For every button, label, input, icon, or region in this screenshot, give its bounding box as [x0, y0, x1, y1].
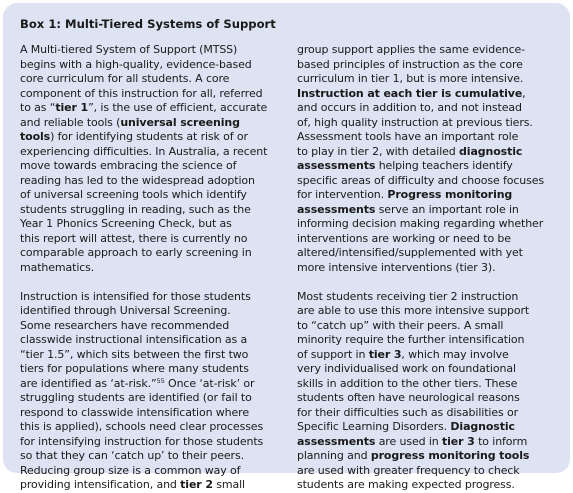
text-run: and reliable tools ( — [20, 115, 121, 129]
text-run: comparable approach to early screening in — [20, 246, 252, 259]
text-line — [20, 217, 275, 232]
text-run: very individualised work on foundational — [297, 362, 516, 375]
text-line — [297, 290, 552, 305]
bold-term: tools — [20, 130, 51, 143]
text-line — [20, 304, 275, 319]
text-run: for their difficulties such as disabilities or — [297, 405, 518, 419]
text-run: skills in addition to the other tiers. These — [297, 376, 518, 390]
text-run: Instruction is intensified for those students — [20, 289, 251, 303]
text-line — [20, 406, 275, 421]
text-line — [20, 362, 275, 377]
text-run: and occurs in addition to, and not instead — [297, 101, 522, 114]
bold-term: diagnostic — [459, 144, 523, 158]
text-line — [297, 348, 552, 363]
bold-term: tier 3 — [442, 434, 475, 448]
text-line — [297, 188, 552, 203]
text-run: Specific Learning Disorders. — [297, 420, 451, 433]
text-run: this report will attest, there is currently no — [20, 231, 248, 245]
text-run: Assessment tools have an important role — [297, 130, 519, 143]
bold-term: tier 2 — [180, 478, 213, 491]
text-line — [20, 333, 275, 348]
text-line — [20, 290, 275, 305]
text-line — [297, 72, 552, 87]
text-line — [297, 261, 552, 276]
info-box — [3, 3, 570, 491]
box-columns — [20, 43, 552, 493]
text-run: providing intensification, and — [20, 478, 181, 491]
text-run: are able to use this more intensive support — [297, 304, 530, 317]
text-line — [297, 159, 552, 174]
text-run: specific areas of difficulty and choose focuses — [297, 173, 545, 187]
text-line — [20, 435, 275, 450]
text-line — [297, 203, 552, 218]
text-line — [20, 72, 275, 87]
text-line — [297, 145, 552, 160]
text-line — [297, 87, 552, 102]
text-run: classwide instructional intensification as a — [20, 333, 248, 346]
text-line — [297, 43, 552, 58]
text-line — [297, 246, 552, 261]
text-run: struggling students are identified (or fail to — [20, 391, 252, 404]
text-run: begins with a high-quality, evidence-based — [20, 57, 252, 71]
text-line — [20, 101, 275, 116]
text-line — [20, 43, 275, 58]
paragraph — [297, 43, 552, 275]
text-line — [297, 420, 552, 435]
text-line — [20, 420, 275, 435]
text-line — [297, 58, 552, 73]
text-line — [20, 116, 275, 131]
text-line — [297, 217, 552, 232]
text-line — [20, 159, 275, 174]
text-line — [297, 478, 552, 493]
text-line — [297, 232, 552, 247]
text-run: Once ‘at-risk’ or — [164, 376, 255, 390]
text-line — [20, 478, 275, 493]
text-run: experiencing difficulties. In Australia, a recent — [20, 144, 268, 158]
text-line — [297, 449, 552, 464]
bold-term: tier 3 — [368, 347, 402, 361]
text-run: planning and — [297, 449, 371, 462]
text-run: based principles of instruction as the core — [297, 57, 523, 71]
left-column — [20, 43, 275, 493]
text-line — [20, 174, 275, 189]
text-line — [20, 246, 275, 261]
text-line — [297, 362, 552, 377]
text-run: core curriculum for all students. A core — [20, 72, 230, 85]
text-run: A Multi-tiered System of Support (MTSS) — [20, 43, 238, 56]
text-run: tiers for populations where many students — [20, 362, 249, 375]
text-run: reading has led to the widespread adoption — [20, 173, 255, 187]
text-run: more intensive interventions (tier 3). — [297, 260, 496, 274]
text-run: to play in tier 2, with detailed — [297, 144, 460, 158]
text-run: , which may involve — [401, 347, 509, 361]
bold-term: assessments — [297, 202, 376, 216]
text-run: move towards embracing the science of — [20, 159, 237, 172]
text-line — [20, 449, 275, 464]
text-run: to as “ — [20, 101, 56, 114]
text-line — [20, 58, 275, 73]
text-run: small — [212, 478, 245, 491]
text-run: of universal screening tools which identify — [20, 188, 247, 201]
text-run: informing decision making regarding whether — [297, 217, 544, 230]
text-line — [20, 391, 275, 406]
text-run: for intervention. — [297, 188, 388, 201]
text-run: component of this instruction for all, referred — [20, 86, 263, 100]
text-line — [297, 377, 552, 392]
right-column — [297, 43, 552, 493]
text-run: are identified as ‘at-risk.” — [20, 376, 157, 390]
text-run: interventions are working or need to be — [297, 231, 511, 245]
text-run: ”, is the use of efficient, accurate — [88, 101, 268, 114]
text-run: ) for identifying students at risk of or — [50, 130, 248, 143]
text-line — [20, 145, 275, 160]
text-run: curriculum in tier 1, but is more intensive. — [297, 72, 524, 85]
text-run: “tier 1.5”, which sits between the first two — [20, 347, 249, 361]
text-run: Some researchers have recommended — [20, 318, 230, 332]
text-run: students often have neurological reasons — [297, 391, 520, 404]
text-run: mathematics. — [20, 260, 95, 274]
text-run: so that they can ‘catch up’ to their peers. — [20, 449, 244, 462]
text-run: to inform — [474, 434, 528, 448]
bold-term: progress monitoring tools — [370, 449, 530, 462]
paragraph — [20, 290, 275, 493]
text-line — [20, 87, 275, 102]
text-run: Year 1 Phonics Screening Check, but as — [20, 217, 232, 230]
text-line — [20, 348, 275, 363]
text-line — [297, 174, 552, 189]
text-line — [297, 333, 552, 348]
text-line — [20, 319, 275, 334]
text-run: respond to classwide intensification where — [20, 405, 249, 419]
text-line — [20, 203, 275, 218]
text-run: students struggling in reading, such as the — [20, 202, 251, 216]
bold-term: universal screening — [120, 115, 240, 129]
text-run: , — [522, 86, 526, 100]
text-run: this is applied), schools need clear processes — [20, 420, 264, 433]
text-line — [20, 188, 275, 203]
text-run: identified through Universal Screening. — [20, 304, 231, 317]
text-line — [297, 116, 552, 131]
text-line — [297, 406, 552, 421]
text-run: serve an important role in — [375, 202, 519, 216]
box-title: Box 1: Multi-Tiered Systems of Support — [20, 17, 276, 31]
text-run: altered/intensified/supplemented with yet — [297, 246, 523, 259]
text-line — [20, 232, 275, 247]
text-run: minority require the further intensification — [297, 333, 525, 346]
text-line — [297, 101, 552, 116]
text-line — [297, 391, 552, 406]
bold-term: Progress monitoring — [387, 188, 513, 201]
text-run: students are making expected progress. — [297, 478, 515, 491]
text-run: Most students receiving tier 2 instruction — [297, 289, 519, 303]
paragraph — [20, 43, 275, 275]
text-run: Reducing group size is a common way of — [20, 463, 241, 477]
text-run: of support in — [297, 347, 369, 361]
paragraph — [297, 290, 552, 493]
text-line — [297, 319, 552, 334]
text-run: to “catch up” with their peers. A small — [297, 318, 504, 332]
bold-term: assessments — [297, 434, 376, 448]
bold-term: Diagnostic — [450, 420, 515, 433]
footnote-ref: 55 — [156, 376, 165, 385]
text-line — [20, 130, 275, 145]
text-line — [297, 130, 552, 145]
text-run: are used with greater frequency to check — [297, 463, 520, 477]
bold-term: tier 1 — [55, 101, 89, 114]
text-line — [297, 435, 552, 450]
text-line — [20, 261, 275, 276]
bold-term: Instruction at each tier is cumulative — [297, 86, 523, 100]
text-run: helping teachers identify — [375, 159, 513, 172]
text-run: for intensifying instruction for those students — [20, 434, 264, 448]
bold-term: assessments — [297, 159, 376, 172]
text-run: of, high quality instruction at previous tiers. — [297, 115, 533, 129]
text-run: are used in — [375, 434, 443, 448]
text-run: group support applies the same evidence- — [297, 43, 526, 56]
text-line — [297, 304, 552, 319]
text-line — [20, 377, 275, 392]
